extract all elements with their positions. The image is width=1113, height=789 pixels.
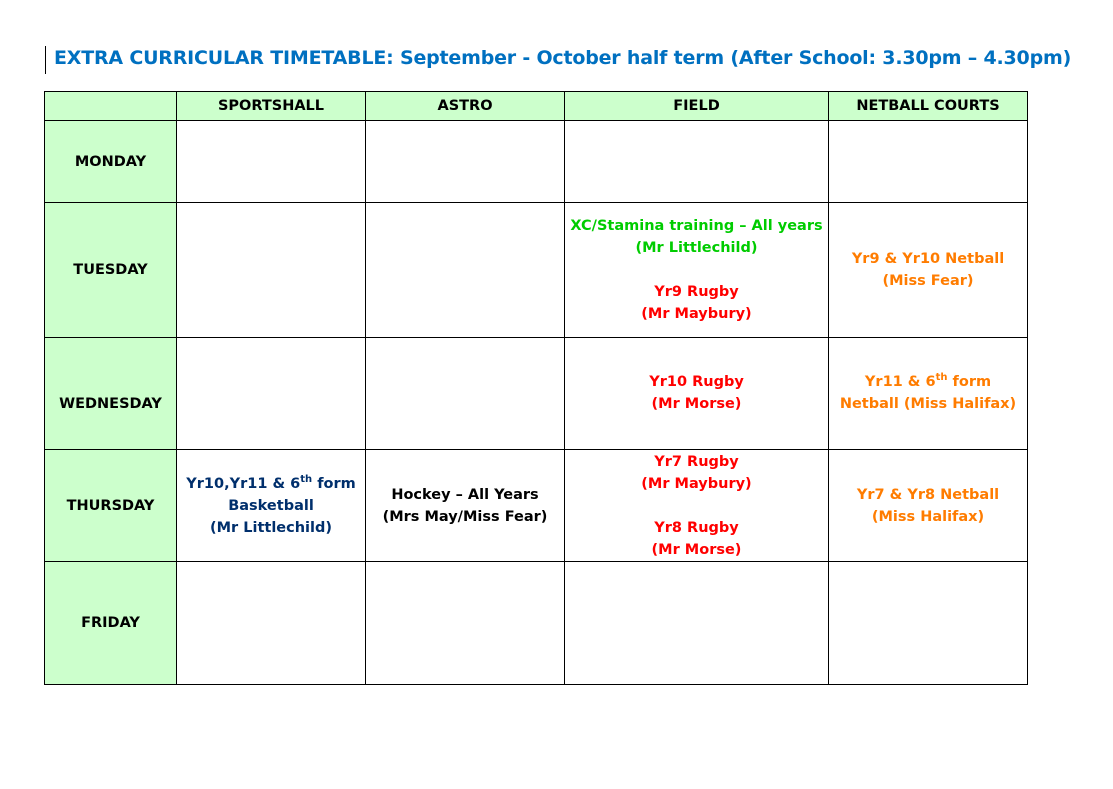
cell-thursday-netball [829,450,1028,562]
cell-tuesday-astro [366,203,565,338]
day-label-wednesday: WEDNESDAY [45,338,177,450]
activity-yr7-rugby: Yr7 Rugby [654,453,739,470]
row-friday [45,562,1028,685]
activity-yr10-rugby: Yr10 Rugby [649,374,744,390]
row-wednesday [45,338,1028,450]
activity-hockey: Hockey – All Years [391,486,539,503]
day-label-monday: MONDAY [45,121,177,203]
activity-yr11-6th-netball: Yr11 & 6th form [864,372,992,390]
activity-yr9-rugby-staff: (Mr Maybury) [641,306,752,322]
activity-basketball: Yr10,Yr11 & 6th form [186,473,356,492]
column-header-astro: ASTRO [366,92,565,121]
row-tuesday [45,203,1028,338]
cell-friday-astro [366,562,565,685]
cell-monday-astro [366,121,565,203]
cell-thursday-sportshall [177,450,366,562]
activity-hockey-staff: (Mrs May/Miss Fear) [382,508,548,525]
cell-wednesday-astro [366,338,565,450]
day-label-tuesday: TUESDAY [45,203,177,338]
activity-yr8-rugby-staff: (Mr Morse) [651,541,742,558]
header-row [45,92,1028,121]
timetable [44,91,1028,685]
activity-yr8-rugby: Yr8 Rugby [654,519,739,536]
cell-monday-field [565,121,829,203]
cell-wednesday-field [565,338,829,450]
activity-yr9-yr10-netball-staff: (Miss Fear) [882,273,974,289]
column-header-sportshall: SPORTSHALL [177,92,366,121]
cell-friday-field [565,562,829,685]
corner-cell [45,92,177,121]
activity-yr11-6th-netball-staff: Netball (Miss Halifax) [839,396,1017,412]
activity-yr7-rugby-staff: (Mr Maybury) [641,475,752,492]
activity-yr10-rugby-staff: (Mr Morse) [651,396,742,412]
cell-tuesday-field [565,203,829,338]
day-label-friday: FRIDAY [45,562,177,685]
cell-friday-netball [829,562,1028,685]
cell-monday-sportshall [177,121,366,203]
text-cursor [45,46,46,74]
activity-yr9-rugby: Yr9 Rugby [654,284,739,300]
cell-tuesday-sportshall [177,203,366,338]
cell-thursday-astro [366,450,565,562]
activity-xc-stamina-staff: (Mr Littlechild) [635,240,758,256]
activity-yr7-yr8-netball: Yr7 & Yr8 Netball [856,486,1000,503]
column-header-netball-courts: NETBALL COURTS [829,92,1028,121]
activity-yr7-yr8-netball-staff: (Miss Halifax) [871,508,985,525]
cell-monday-netball [829,121,1028,203]
cell-thursday-field [565,450,829,562]
row-thursday [45,450,1028,562]
day-label-thursday: THURSDAY [45,450,177,562]
row-monday [45,121,1028,203]
cell-tuesday-netball [829,203,1028,338]
activity-basketball-name: Basketball [228,497,314,514]
page-title: EXTRA CURRICULAR TIMETABLE: September - October half term (After School: 3.30pm – 4.30pm) [54,47,1072,69]
activity-xc-stamina: XC/Stamina training – All years [570,218,823,234]
activity-basketball-staff: (Mr Littlechild) [210,519,332,536]
cell-wednesday-netball [829,338,1028,450]
column-header-field: FIELD [565,92,829,121]
cell-friday-sportshall [177,562,366,685]
cell-wednesday-sportshall [177,338,366,450]
activity-yr9-yr10-netball: Yr9 & Yr10 Netball [851,251,1005,267]
